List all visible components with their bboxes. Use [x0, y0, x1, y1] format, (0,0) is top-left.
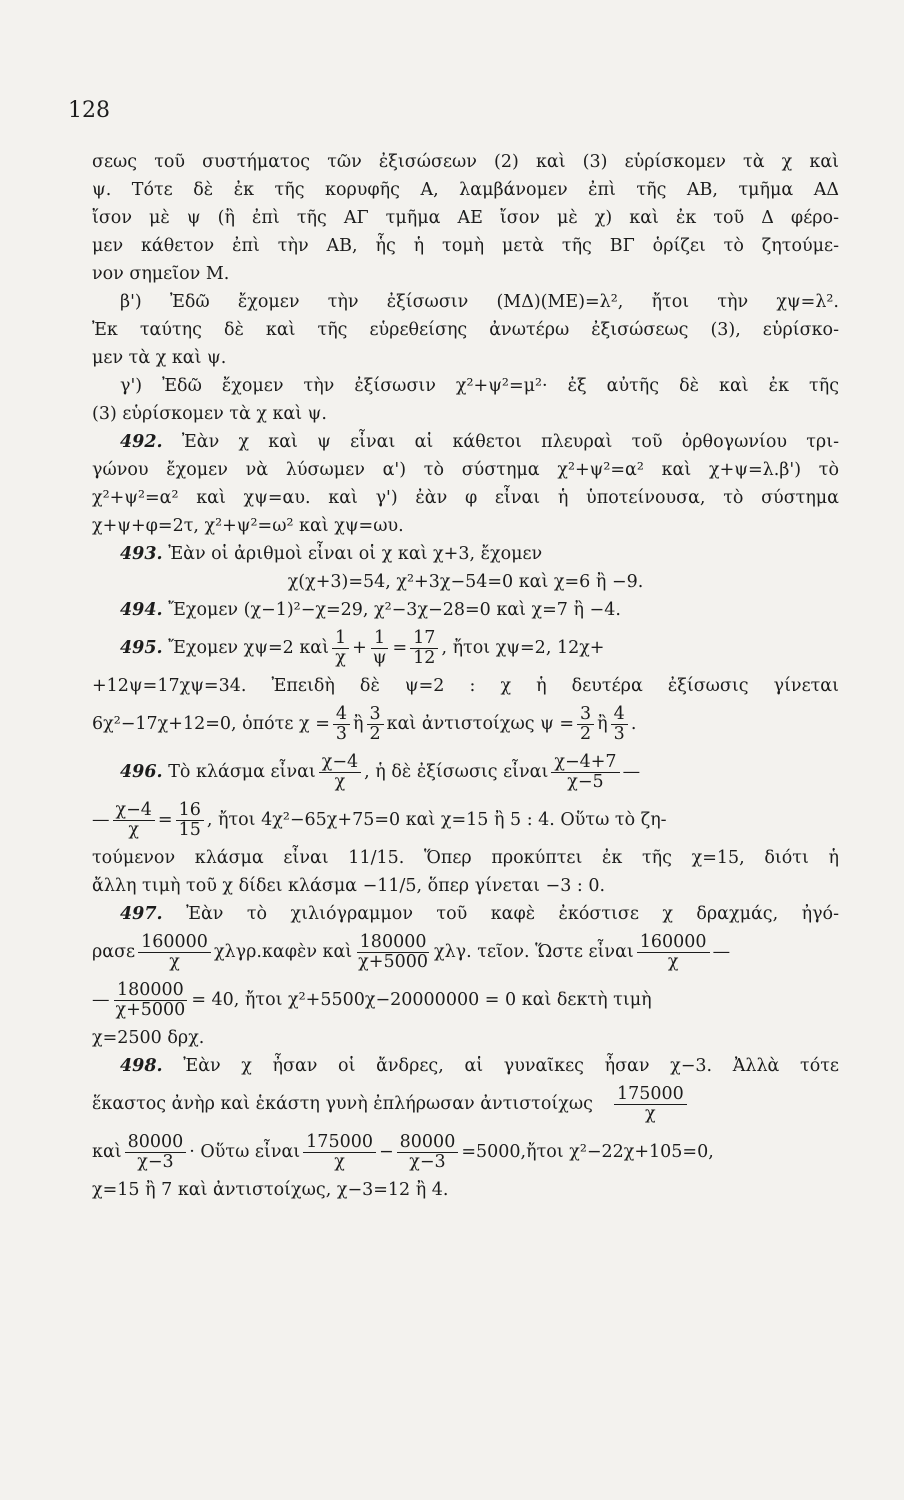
fraction: $\frac{1}{\chi}$ [332, 629, 349, 667]
text-line: γώνου ἔχομεν νὰ λύσωμεν α') τὸ σύστημα χ²+ψ²=α² καὶ χ+ψ=λ.β') τὸ [92, 460, 839, 480]
text-line: ψ. Τότε δὲ ἐκ τῆς κορυφῆς Α, λαμβάνομεν ἐπὶ τῆς ΑΒ, τμῆμα ΑΔ [92, 180, 839, 200]
fraction: $\frac{17}{12}$ [410, 629, 438, 667]
problem-496: 496. Τὸ κλάσμα εἶναι $\frac{\chi-4}{\chi}$ , ἡ δὲ ἐξίσωσις εἶναι $\frac{\chi-4+7}{\chi-5}$ — [120, 752, 641, 792]
text-line: ἴσον μὲ ψ (ἢ ἐπὶ τῆς ΑΓ τμῆμα ΑΕ ἴσον μὲ χ) καὶ ἐκ τοῦ Δ φέρο- [92, 208, 839, 228]
fraction: $\frac{175000}{\chi}$ [303, 1133, 376, 1171]
fraction: $\frac{175000}{\chi}$ [614, 1085, 687, 1123]
problem-number: 492. [120, 432, 163, 452]
problem-497: 497. Ἐὰν τὸ χιλιόγραμμον τοῦ καφὲ ἐκόστισε χ δραχμάς, ἠγό- [120, 904, 839, 924]
page-number: 128 [68, 98, 110, 123]
equation-line: χ(χ+3)=54, χ²+3χ−54=0 καὶ χ=6 ἢ −9. [287, 572, 644, 592]
equation-line: 6χ²−17χ+12=0, ὁπότε χ = $\frac{4}{3}$ ἢ $\frac{3}{2}$ καὶ ἀντιστοίχως ψ = $\frac{3}{2}$ ἢ $\frac{4}{3}$ . [92, 704, 637, 744]
equation-line: — $\frac{180000}{\chi+5000}$ = 40, ἤτοι χ²+5500χ−20000000 = 0 καὶ δεκτὴ τιμὴ [92, 980, 652, 1020]
problem-number: 495. [120, 638, 163, 658]
equation-line: ρασε $\frac{160000}{\chi}$ χλγρ.καφὲν καὶ $\frac{180000}{\chi+5000}$ χλγ. τεῖον. Ὥστε εἶναι $\frac{160000}{\chi}$ — [92, 932, 731, 972]
fraction: $\frac{4}{3}$ [333, 705, 350, 743]
fraction: $\frac{\chi-4}{\chi}$ [319, 753, 361, 791]
fraction: $\frac{180000}{\chi+5000}$ [115, 980, 186, 1020]
text-line: χ=2500 δρχ. [92, 1028, 205, 1048]
fraction: $\frac{\chi-4+7}{\chi-5}$ [551, 753, 619, 791]
problem-495: 495. Ἔχομεν χψ=2 καὶ $\frac{1}{\chi}$ + $\frac{1}{\psi}$ = $\frac{17}{12}$ , ἤτοι χψ=2, 12χ+ [120, 628, 605, 668]
text-line: (3) εὑρίσκομεν τὰ χ καὶ ψ. [92, 404, 327, 424]
text-line: νον σημεῖον Μ. [92, 264, 230, 284]
page-body [92, 148, 839, 1204]
fraction: $\frac{\chi-4}{\chi}$ [113, 801, 155, 839]
problem-492: 492. Ἐὰν χ καὶ ψ εἶναι αἱ κάθετοι πλευραὶ τοῦ ὀρθογωνίου τρι- [120, 432, 839, 452]
fraction: $\frac{1}{\psi}$ [372, 628, 387, 668]
fraction: $\frac{3}{2}$ [577, 705, 594, 743]
problem-number: 493. [120, 544, 163, 564]
text-line: ἄλλη τιμὴ τοῦ χ δίδει κλάσμα −11/5, ὅπερ γίνεται −3 : 0. [92, 876, 606, 896]
text-line: +12ψ=17χψ=34. Ἐπειδὴ δὲ ψ=2 : χ ἡ δευτέρα ἐξίσωσις γίνεται [92, 676, 839, 696]
fraction: $\frac{16}{15}$ [176, 801, 204, 839]
fraction: $\frac{180000}{\chi+5000}$ [358, 932, 428, 972]
text-line: χ=15 ἢ 7 καὶ ἀντιστοίχως, χ−3=12 ἢ 4. [92, 1180, 449, 1200]
problem-494: 494. Ἔχομεν (χ−1)²−χ=29, χ²−3χ−28=0 καὶ χ=7 ἢ −4. [120, 600, 621, 620]
fraction: $\frac{80000}{\chi-3}$ [397, 1133, 459, 1171]
problem-number: 496. [120, 762, 163, 782]
problem-498: 498. Ἐὰν χ ἦσαν οἱ ἄνδρες, αἱ γυναῖκες ἦσαν χ−3. Ἀλλὰ τότε [120, 1056, 839, 1076]
text-line: γ') Ἐδῶ ἔχομεν τὴν ἐξίσωσιν χ²+ψ²=μ²· ἐξ αὐτῆς δὲ καὶ ἐκ τῆς [120, 376, 839, 396]
text-line: μεν κάθετον ἐπὶ τὴν ΑΒ, ἧς ἡ τομὴ μετὰ τῆς ΒΓ ὁρίζει τὸ ζητούμε- [92, 236, 839, 256]
text-line: χ²+ψ²=α² καὶ χψ=αυ. καὶ γ') ἐὰν φ εἶναι ἡ ὑποτείνουσα, τὸ σύστημα [92, 488, 839, 508]
fraction: $\frac{4}{3}$ [611, 705, 628, 743]
problem-493: 493. Ἐὰν οἱ ἀριθμοὶ εἶναι οἱ χ καὶ χ+3, ἔχομεν [120, 544, 543, 564]
text-line: τούμενον κλάσμα εἶναι 11/15. Ὅπερ προκύπτει ἐκ τῆς χ=15, διότι ἡ [92, 848, 839, 868]
equation-line: — $\frac{\chi-4}{\chi}$ = $\frac{16}{15}$ , ἤτοι 4χ²−65χ+75=0 καὶ χ=15 ἢ 5 : 4. Οὕτω τὸ ζη- [92, 800, 667, 840]
problem-number: 498. [120, 1056, 163, 1076]
fraction: $\frac{160000}{\chi}$ [637, 933, 710, 971]
text-line: χ+ψ+φ=2τ, χ²+ψ²=ω² καὶ χψ=ωυ. [92, 516, 404, 536]
equation-line: καὶ $\frac{80000}{\chi-3}$ · Οὕτω εἶναι $\frac{175000}{\chi}$ − $\frac{80000}{\chi-3}$ =5000,ἤτοι χ²−22χ+105=0, [92, 1132, 714, 1172]
equation-line: ἕκαστος ἀνὴρ καὶ ἑκάστη γυνὴ ἐπλήρωσαν ἀντιστοίχως $\frac{175000}{\chi}$ [92, 1080, 839, 1128]
fraction: $\frac{160000}{\chi}$ [138, 933, 211, 971]
fraction: $\frac{80000}{\chi-3}$ [125, 1133, 187, 1171]
fraction: $\frac{3}{2}$ [367, 705, 384, 743]
text-line: σεως τοῦ συστήματος τῶν ἐξισώσεων (2) καὶ (3) εὑρίσκομεν τὰ χ καὶ [92, 152, 839, 172]
text-line: β') Ἐδῶ ἔχομεν τὴν ἐξίσωσιν (ΜΔ)(ΜΕ)=λ², ἤτοι τὴν χψ=λ². [120, 292, 839, 312]
problem-number: 494. [120, 600, 163, 620]
text-line: μεν τὰ χ καὶ ψ. [92, 348, 227, 368]
text-line: Ἐκ ταύτης δὲ καὶ τῆς εὑρεθείσης ἀνωτέρω ἐξισώσεως (3), εὑρίσκο- [92, 320, 839, 340]
problem-number: 497. [120, 904, 163, 924]
